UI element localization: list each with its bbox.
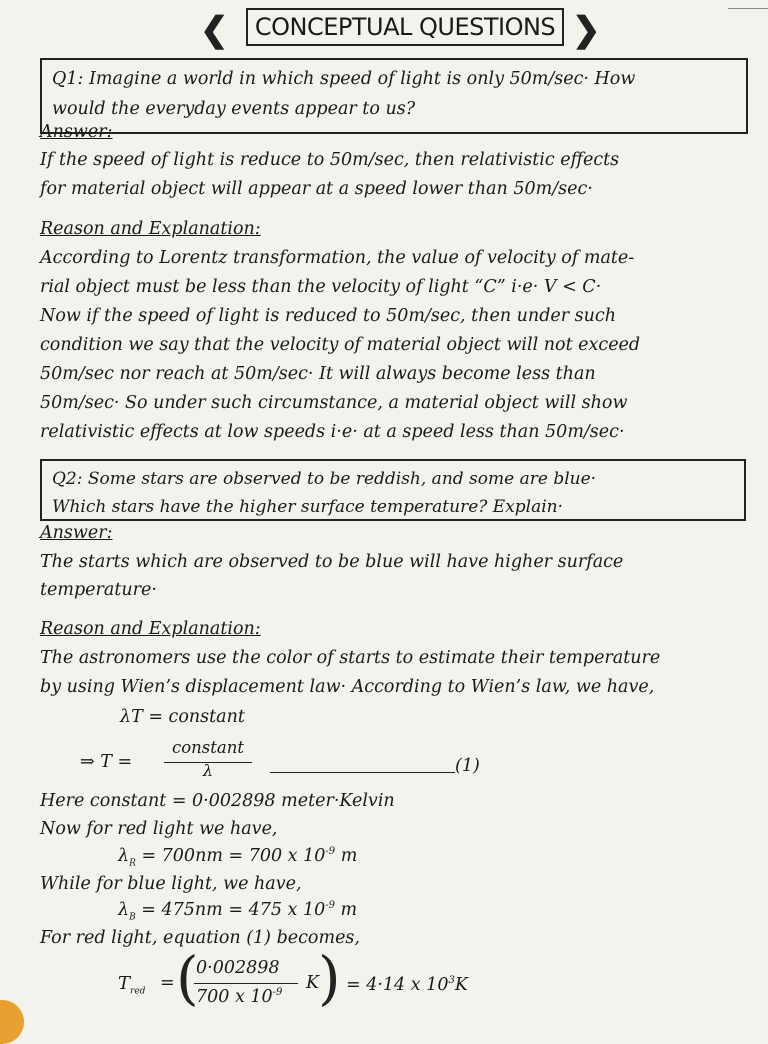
answer-2-heading: Answer: — [40, 523, 113, 543]
lambda-blue-equation: $\lambda_B = 475nm = 475$ x $10^{-9}$ m — [118, 900, 358, 923]
left-paren: ( — [176, 944, 199, 1012]
t-red-numerator: 0·002898 — [196, 958, 280, 978]
fraction-numerator: constant — [172, 738, 244, 757]
question-2-line-1: Q2: Some stars are observed to be reddish, and some are blue· — [52, 469, 597, 489]
page-corner-mark — [728, 0, 768, 9]
fraction-denominator: λ — [202, 761, 214, 780]
t-red-denominator: 700 x $10^{-9}$ — [196, 987, 283, 1007]
question-2-box — [40, 459, 746, 521]
reason-1-line: 50m/sec· So under such circumstance, a material object will show — [40, 393, 628, 413]
chevron-left-icon: ❮ — [200, 10, 229, 50]
section-title: CONCEPTUAL QUESTIONS — [246, 8, 564, 46]
reason-1-line: rial object must be less than the velocity of light “C” i·e· V < C· — [40, 277, 602, 297]
lambda-red-equation: $\lambda_R = 700nm = 700$ x $10^{-9}$ m — [118, 846, 358, 869]
here-constant-line: Here constant = 0·002898 meter·Kelvin — [40, 791, 395, 811]
t-red-equals: = — [160, 973, 175, 993]
answer-2-line: temperature· — [40, 580, 157, 600]
reason-2-line: The astronomers use the color of starts to estimate their temperature — [40, 648, 661, 668]
reason-1-line: Now if the speed of light is reduced to 50m/sec, then under such — [40, 306, 617, 326]
answer-1-line: If the speed of light is reduce to 50m/sec, then relativistic effects — [40, 150, 620, 170]
equation-lambda-t: λT = constant — [120, 707, 245, 727]
reason-1-line: condition we say that the velocity of material object will not exceed — [40, 335, 641, 355]
reason-1-line: relativistic effects at low speeds i·e· at a speed less than 50m/sec· — [40, 422, 625, 442]
t-red-result: = 4·14 x $10^3K$ — [346, 975, 468, 995]
fraction-constant-over-lambda — [160, 738, 256, 780]
answer-1-heading: Answer: — [40, 122, 113, 142]
reason-2-heading: Reason and Explanation: — [40, 619, 261, 639]
t-red-symbol: $T_{red}$ — [118, 973, 146, 997]
question-1-line-2: would the everyday events appear to us? — [52, 99, 416, 119]
section-header — [200, 4, 610, 50]
answer-1-line: for material object will appear at a speed lower than 50m/sec· — [40, 179, 593, 199]
red-light-intro: Now for red light we have, — [40, 819, 278, 839]
orange-corner-blob — [0, 1000, 24, 1044]
t-red-fraction-bar — [194, 983, 298, 984]
question-1-line-1: Q1: Imagine a world in which speed of light is only 50m/sec· How — [52, 69, 636, 89]
question-2-line-2: Which stars have the higher surface temperature? Explain· — [52, 497, 564, 517]
t-red-unit: K — [306, 973, 320, 993]
reason-1-line: According to Lorentz transformation, the value of velocity of mate- — [40, 248, 635, 268]
blue-light-intro: While for blue light, we have, — [40, 874, 302, 894]
answer-2-line: The starts which are observed to be blue will have higher surface — [40, 552, 624, 572]
reason-2-line: by using Wien’s displacement law· According to Wien’s law, we have, — [40, 677, 655, 697]
reason-1-heading: Reason and Explanation: — [40, 219, 261, 239]
chevron-right-icon: ❯ — [572, 10, 601, 50]
equation-rule-line — [270, 772, 455, 773]
red-light-equation-intro: For red light, equation (1) becomes, — [40, 928, 360, 948]
right-paren: ) — [318, 944, 341, 1012]
implies-t-equals: ⇒ T = — [80, 752, 133, 772]
reason-1-line: 50m/sec nor reach at 50m/sec· It will always become less than — [40, 364, 596, 384]
equation-label: (1) — [455, 756, 480, 776]
fraction-bar — [164, 762, 252, 763]
question-1-box — [40, 58, 748, 134]
